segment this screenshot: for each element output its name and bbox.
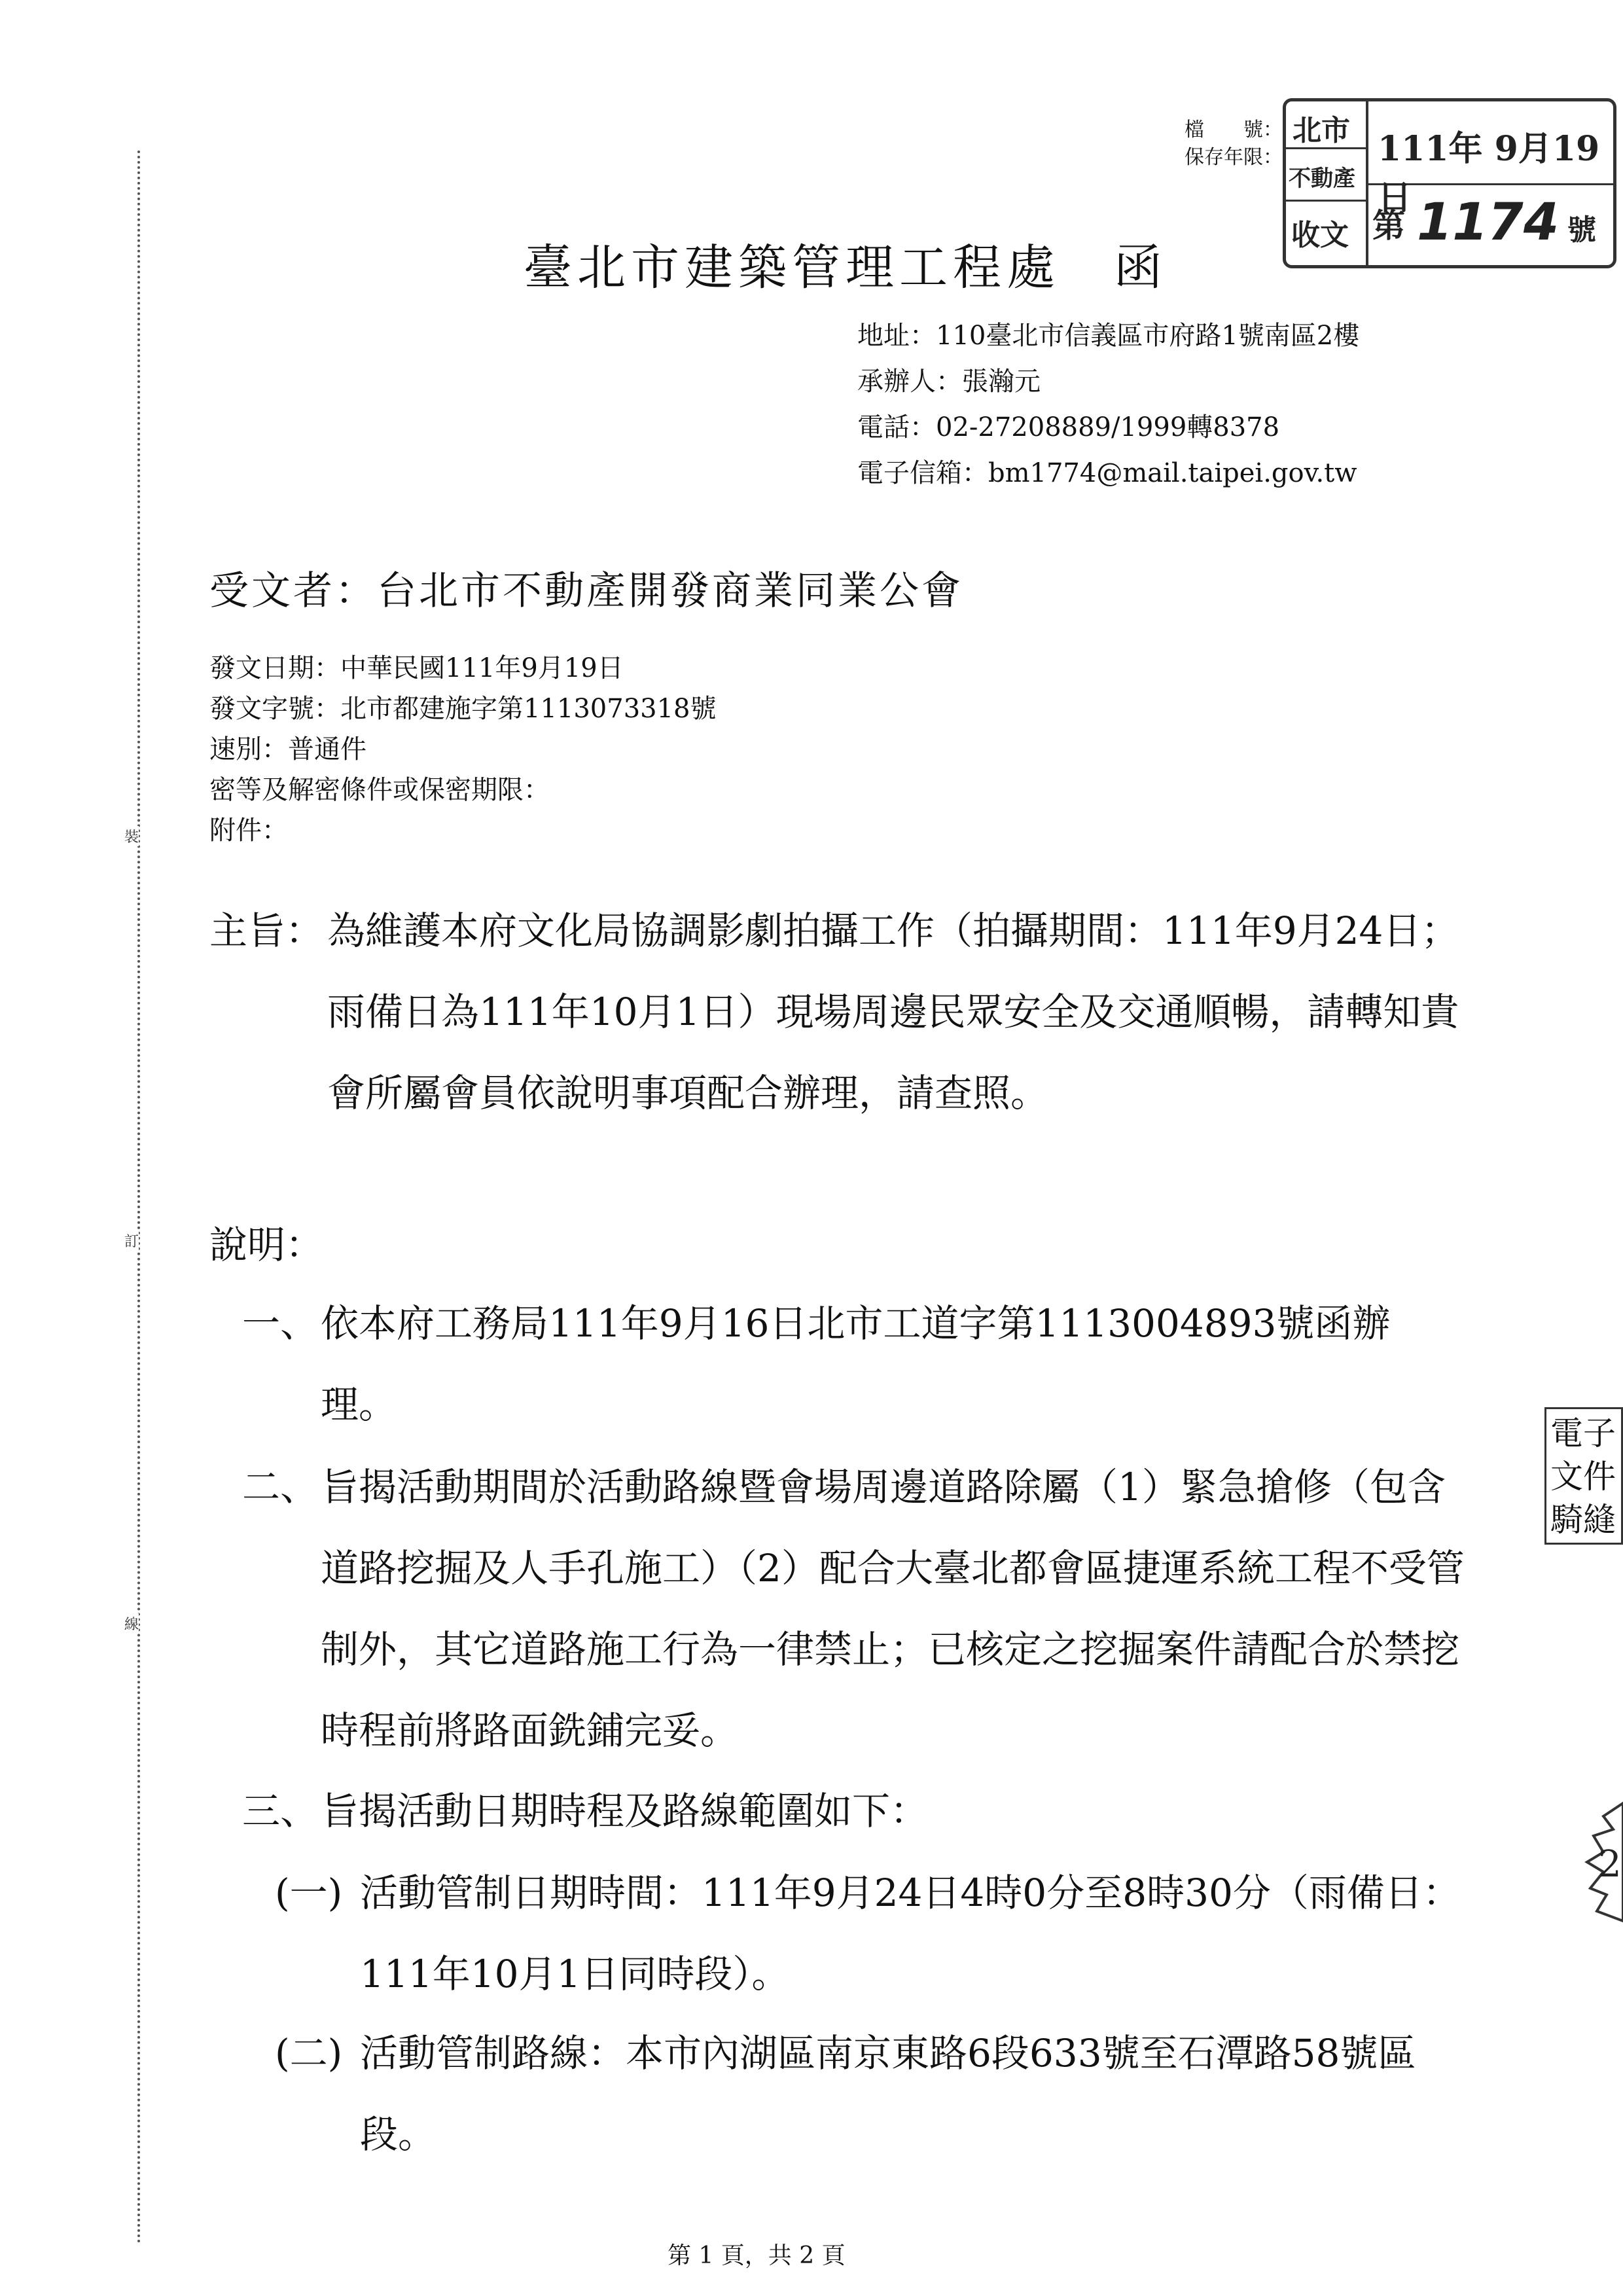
item-text: 旨揭活動日期時程及路線範圍如下： xyxy=(321,1789,929,1833)
subitem-text: 活動管制路線：本市內湖區南京東路6段633號至石潭路58號區段。 xyxy=(360,2031,1416,2157)
binding-mark-xian: 線 xyxy=(124,1613,139,1634)
stamp-type: 收文 xyxy=(1291,219,1349,252)
subitem-text: 活動管制日期時間：111年9月24日4時0分至8時30分（雨備日：111年10月1日同時段）。 xyxy=(360,1871,1461,1996)
sender-phone: 電話：02-27208889/1999轉8378 xyxy=(857,412,1280,442)
retention-label: 保存年限： xyxy=(1185,146,1283,169)
secrecy: 密等及解密條件或保密期限： xyxy=(209,775,550,805)
seal-icon xyxy=(1551,1797,1623,1928)
receipt-stamp xyxy=(1283,98,1616,268)
stamp-org: 北市 xyxy=(1293,114,1350,147)
subject-text: 為維護本府文化局協調影劇拍攝工作（拍攝期間：111年9月24日；雨備日為111年10月1日）現場周邊民眾安全及交通順暢，請轉知貴會所屬會員依說明事項配合辦理，請查照。 xyxy=(327,908,1459,1115)
stamp-number-suffix: 號 xyxy=(1567,213,1596,247)
item-text: 依本府工務局111年9月16日北市工道字第1113004893號函辦理。 xyxy=(321,1301,1391,1427)
speed-class: 速別：普通件 xyxy=(209,734,366,764)
stamp-date: 111年 9月19日 xyxy=(1378,129,1600,218)
page-title: 臺北市建築管理工程處 函 xyxy=(524,240,1168,296)
stamp-category: 不動產 xyxy=(1289,166,1355,192)
document-meta xyxy=(209,648,717,851)
item-number: 二、 xyxy=(242,1465,319,1509)
sender-email: 電子信箱：bm1774@mail.taipei.gov.tw xyxy=(857,458,1357,488)
attachment: 附件： xyxy=(209,816,288,846)
seam-stamp: 電子文件騎縫 xyxy=(1544,1407,1623,1545)
subject-label: 主旨： xyxy=(209,908,324,953)
recipient: 受文者：台北市不動產開發商業同業公會 xyxy=(209,568,963,614)
sender-officer: 承辦人：張瀚元 xyxy=(857,367,1041,397)
sender-info xyxy=(857,313,1446,496)
subitem-number: (一) xyxy=(275,1871,343,1915)
binding-mark-ding: 訂 xyxy=(124,1230,139,1251)
seal-text: 2 xyxy=(1598,1843,1622,1886)
item-number: 三、 xyxy=(242,1789,319,1833)
page-footer: 第 1 頁，共 2 頁 xyxy=(668,2242,846,2269)
binding-line xyxy=(137,151,140,2245)
item-text: 旨揭活動期間於活動路線暨會場周邊道路除屬（1）緊急搶修（包含道路挖掘及人手孔施工）（2）配合大臺北都會區捷運系統工程不受管制外，其它道路施工行為一律禁止；已核定之挖掘案件請配合於禁挖時程前將路面銑鋪完妥。 xyxy=(321,1465,1465,1753)
explain-label: 說明： xyxy=(209,1223,324,1267)
subject-block xyxy=(209,890,1466,1217)
issue-date: 發文日期：中華民國111年9月19日 xyxy=(209,653,624,683)
stamp-number-prefix: 第 xyxy=(1372,206,1405,245)
item-number: 一、 xyxy=(242,1301,319,1346)
subitem-number: (二) xyxy=(275,2031,343,2075)
file-no-label: 檔 號： xyxy=(1185,118,1283,141)
binding-mark-zhuang: 裝 xyxy=(124,826,139,846)
stamp-number: 1174 xyxy=(1417,193,1560,252)
issue-ref: 發文字號：北市都建施字第1113073318號 xyxy=(209,694,717,724)
sender-address: 地址：110臺北市信義區市府路1號南區2樓 xyxy=(857,321,1360,351)
file-labels xyxy=(1152,117,1283,171)
